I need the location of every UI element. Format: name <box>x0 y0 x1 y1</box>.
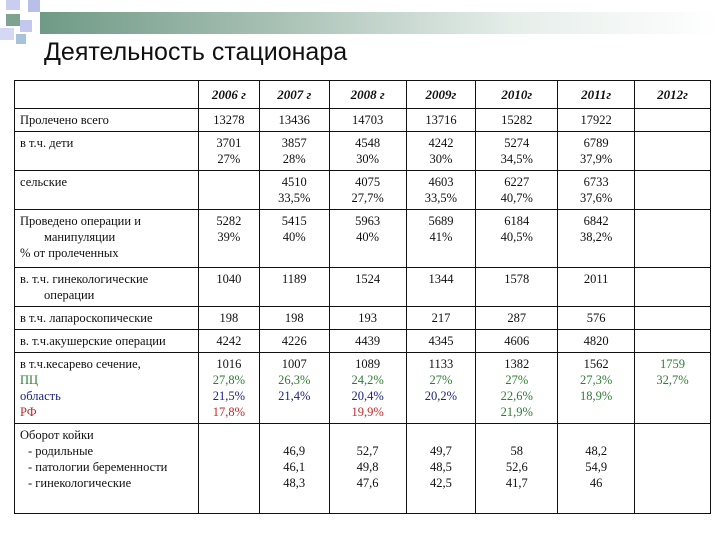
column-header: 2006 г <box>198 81 259 109</box>
table-cell <box>406 210 476 268</box>
label-line: в. т.ч. гинекологические <box>20 272 149 286</box>
cell-value: 32,7% <box>656 373 689 387</box>
cell-value: 21,4% <box>278 389 311 403</box>
table-row <box>15 171 711 210</box>
cell-value: 46,9 <box>283 444 306 458</box>
label-line: в т.ч. лапароскопические <box>20 311 153 325</box>
column-header: 2007 г <box>259 81 329 109</box>
label-line: в т.ч.кесарево сечение, <box>20 357 141 371</box>
label-line: сельские <box>20 175 68 189</box>
cell-value: 48,2 <box>585 444 608 458</box>
table-cell <box>406 307 476 330</box>
cell-value: 6184 <box>504 214 530 228</box>
decoration-square <box>0 28 14 40</box>
label-line: ПЦ <box>20 373 39 387</box>
label-line: % от пролеченных <box>20 246 119 260</box>
table-row <box>15 424 711 514</box>
table-cell <box>259 109 329 132</box>
cell-value: 28% <box>282 152 306 166</box>
table-cell <box>259 424 329 514</box>
cell-value: 49,7 <box>430 444 452 458</box>
table-cell <box>558 353 635 424</box>
column-header: 2010г <box>476 81 558 109</box>
cell-value: 6227 <box>504 175 530 189</box>
table-cell <box>558 307 635 330</box>
table-cell <box>406 132 476 171</box>
cell-value: 287 <box>507 311 527 325</box>
header-corner <box>15 81 199 109</box>
table-cell <box>635 307 711 330</box>
table-cell <box>476 424 558 514</box>
cell-value: 217 <box>431 311 451 325</box>
row-label <box>15 330 199 353</box>
cell-value: 52,6 <box>505 460 528 474</box>
label-line: - патологии беременности <box>28 460 168 474</box>
table-cell <box>198 268 259 307</box>
stationary-activity-table <box>14 80 711 514</box>
cell-value: 30% <box>429 152 453 166</box>
table-cell <box>406 171 476 210</box>
cell-value: 39% <box>217 230 241 244</box>
cell-value: 26,3% <box>278 373 311 387</box>
table-cell <box>406 424 476 514</box>
cell-value: 5415 <box>281 214 307 228</box>
table-cell <box>635 268 711 307</box>
table-cell <box>635 171 711 210</box>
cell-value: 27,8% <box>212 373 245 387</box>
table-cell <box>635 210 711 268</box>
table-cell <box>329 171 406 210</box>
table-cell <box>635 109 711 132</box>
cell-value: 40% <box>282 230 306 244</box>
table-row <box>15 109 711 132</box>
table-cell <box>198 171 259 210</box>
cell-value <box>334 427 402 443</box>
table-cell <box>198 330 259 353</box>
cell-value: 1016 <box>216 357 242 371</box>
table-cell <box>558 132 635 171</box>
cell-value: 21,5% <box>212 389 245 403</box>
column-header: 2011г <box>558 81 635 109</box>
cell-value <box>411 427 472 443</box>
table-cell <box>329 210 406 268</box>
decoration-square <box>28 0 40 12</box>
table-row <box>15 330 711 353</box>
table-cell <box>476 171 558 210</box>
cell-value: 576 <box>586 311 606 325</box>
cell-value: 4820 <box>583 334 609 348</box>
cell-value: 4242 <box>428 136 454 150</box>
cell-value: 21,9% <box>500 405 533 419</box>
cell-value: 49,8 <box>356 460 379 474</box>
cell-value: 13278 <box>213 113 245 127</box>
cell-value: 38,2% <box>579 230 613 244</box>
cell-value: 3701 <box>216 136 242 150</box>
table-cell <box>259 132 329 171</box>
table-cell <box>329 424 406 514</box>
table-cell <box>558 171 635 210</box>
cell-value: 1189 <box>281 272 307 286</box>
cell-value: 20,2% <box>424 389 458 403</box>
cell-value: 4075 <box>355 175 381 189</box>
table-cell <box>476 268 558 307</box>
cell-value: 46,1 <box>283 460 306 474</box>
header-row <box>15 81 711 109</box>
table-cell <box>558 109 635 132</box>
decoration-square <box>6 14 20 26</box>
cell-value: 1040 <box>216 272 242 286</box>
row-label <box>15 424 199 514</box>
table-cell <box>329 307 406 330</box>
table-cell <box>558 330 635 353</box>
cell-value: 1089 <box>355 357 381 371</box>
cell-value: 30% <box>356 152 380 166</box>
label-line: в. т.ч.акушерские операции <box>20 334 166 348</box>
cell-value: 33,5% <box>424 191 458 205</box>
cell-value: 198 <box>219 311 239 325</box>
table-cell <box>406 353 476 424</box>
table-cell <box>198 307 259 330</box>
table-cell <box>329 109 406 132</box>
cell-value: 24,2% <box>351 373 384 387</box>
label-line: - гинекологические <box>28 476 132 490</box>
cell-value: 41,7 <box>505 476 528 490</box>
cell-value: 52,7 <box>356 444 379 458</box>
table-cell <box>558 424 635 514</box>
cell-value: 17,8% <box>212 405 245 419</box>
cell-value: 4548 <box>355 136 381 150</box>
row-label <box>15 132 199 171</box>
cell-value: 1578 <box>504 272 530 286</box>
label-line: в т.ч. дети <box>20 136 74 150</box>
table-cell <box>558 268 635 307</box>
table-cell <box>635 132 711 171</box>
cell-value: 6842 <box>583 214 609 228</box>
cell-value: 13716 <box>425 113 457 127</box>
cell-value: 27% <box>217 152 241 166</box>
cell-value <box>480 427 553 443</box>
cell-value: 40,7% <box>500 191 533 205</box>
table-cell <box>406 109 476 132</box>
title-decoration-bar <box>40 12 720 34</box>
table-cell <box>476 353 558 424</box>
row-label <box>15 307 199 330</box>
table-cell <box>476 330 558 353</box>
table-row <box>15 307 711 330</box>
cell-value: 6789 <box>583 136 609 150</box>
table-cell <box>476 307 558 330</box>
table-cell <box>635 353 711 424</box>
label-line: операции <box>44 288 95 302</box>
column-header: 2012г <box>635 81 711 109</box>
cell-value: 37,6% <box>579 191 613 205</box>
row-label <box>15 353 199 424</box>
table-cell <box>259 330 329 353</box>
table-row <box>15 132 711 171</box>
table-cell <box>198 424 259 514</box>
cell-value: 34,5% <box>500 152 533 166</box>
cell-value <box>264 427 325 443</box>
cell-value: 5274 <box>504 136 530 150</box>
row-label <box>15 268 199 307</box>
cell-value: 1133 <box>428 357 454 371</box>
cell-value: 48,5 <box>430 460 452 474</box>
cell-value: 1759 <box>660 357 686 371</box>
table-cell <box>198 353 259 424</box>
cell-value: 19,9% <box>351 405 384 419</box>
cell-value: 42,5 <box>430 476 452 490</box>
column-header: 2008 г <box>329 81 406 109</box>
page-title: Деятельность стационара <box>44 38 348 66</box>
cell-value: 193 <box>358 311 377 325</box>
table-cell <box>259 210 329 268</box>
cell-value: 22,6% <box>500 389 533 403</box>
cell-value: 54,9 <box>585 460 608 474</box>
row-label <box>15 109 199 132</box>
row-label <box>15 210 199 268</box>
cell-value: 27,3% <box>579 373 613 387</box>
cell-value: 2011 <box>583 272 609 286</box>
table-cell <box>259 171 329 210</box>
cell-value: 58 <box>510 444 524 458</box>
cell-value: 4345 <box>428 334 454 348</box>
cell-value: 1007 <box>281 357 307 371</box>
table-row <box>15 268 711 307</box>
label-line: манипуляции <box>44 230 116 244</box>
label-line: РФ <box>20 405 37 419</box>
cell-value: 5963 <box>355 214 381 228</box>
cell-value: 46 <box>589 476 603 490</box>
table-cell <box>635 330 711 353</box>
table-cell <box>259 307 329 330</box>
cell-value: 4439 <box>355 334 381 348</box>
label-line: Пролечено всего <box>20 113 109 127</box>
cell-value <box>562 427 630 443</box>
cell-value: 6733 <box>583 175 609 189</box>
table-row <box>15 210 711 268</box>
label-line: Оборот койки <box>20 428 94 442</box>
cell-value: 3857 <box>281 136 307 150</box>
table-cell <box>476 132 558 171</box>
table-cell <box>329 132 406 171</box>
cell-value: 15282 <box>501 113 533 127</box>
cell-value: 1524 <box>355 272 381 286</box>
cell-value: 27% <box>429 373 453 387</box>
table-cell <box>635 424 711 514</box>
cell-value: 27% <box>505 373 529 387</box>
table-cell <box>558 210 635 268</box>
cell-value: 5689 <box>428 214 454 228</box>
table-cell <box>259 268 329 307</box>
table-cell <box>476 109 558 132</box>
table-cell <box>406 330 476 353</box>
cell-value: 47,6 <box>356 476 379 490</box>
cell-value: 4242 <box>216 334 242 348</box>
cell-value: 1344 <box>428 272 454 286</box>
table-cell <box>329 353 406 424</box>
row-label <box>15 171 199 210</box>
table-row <box>15 353 711 424</box>
cell-value: 20,4% <box>351 389 384 403</box>
table-cell <box>329 330 406 353</box>
table-cell <box>198 210 259 268</box>
cell-value: 4603 <box>428 175 454 189</box>
cell-value: 4510 <box>281 175 307 189</box>
cell-value: 40,5% <box>500 230 533 244</box>
cell-value: 48,3 <box>283 476 306 490</box>
decoration-square <box>20 20 32 32</box>
cell-value: 33,5% <box>278 191 311 205</box>
cell-value: 1562 <box>583 357 609 371</box>
cell-value: 40% <box>356 230 380 244</box>
cell-value: 13436 <box>278 113 310 127</box>
cell-value: 17922 <box>580 113 612 127</box>
cell-value: 37,9% <box>579 152 613 166</box>
decoration-square <box>16 34 26 44</box>
cell-value: 198 <box>284 311 304 325</box>
table-cell <box>198 109 259 132</box>
cell-value: 27,7% <box>351 191 384 205</box>
cell-value: 41% <box>429 230 453 244</box>
cell-value: 4606 <box>504 334 530 348</box>
label-line: Проведено операции и <box>20 214 141 228</box>
table-cell <box>476 210 558 268</box>
cell-value: 5282 <box>216 214 242 228</box>
label-line: - родильные <box>28 444 94 458</box>
table-cell <box>198 132 259 171</box>
table-cell <box>259 353 329 424</box>
table-cell <box>406 268 476 307</box>
column-header: 2009г <box>406 81 476 109</box>
cell-value: 1382 <box>504 357 530 371</box>
cell-value: 14703 <box>351 113 384 127</box>
decoration-square <box>6 0 20 10</box>
label-line: область <box>20 389 61 403</box>
table-cell <box>329 268 406 307</box>
cell-value: 18,9% <box>579 389 613 403</box>
cell-value: 4226 <box>281 334 307 348</box>
